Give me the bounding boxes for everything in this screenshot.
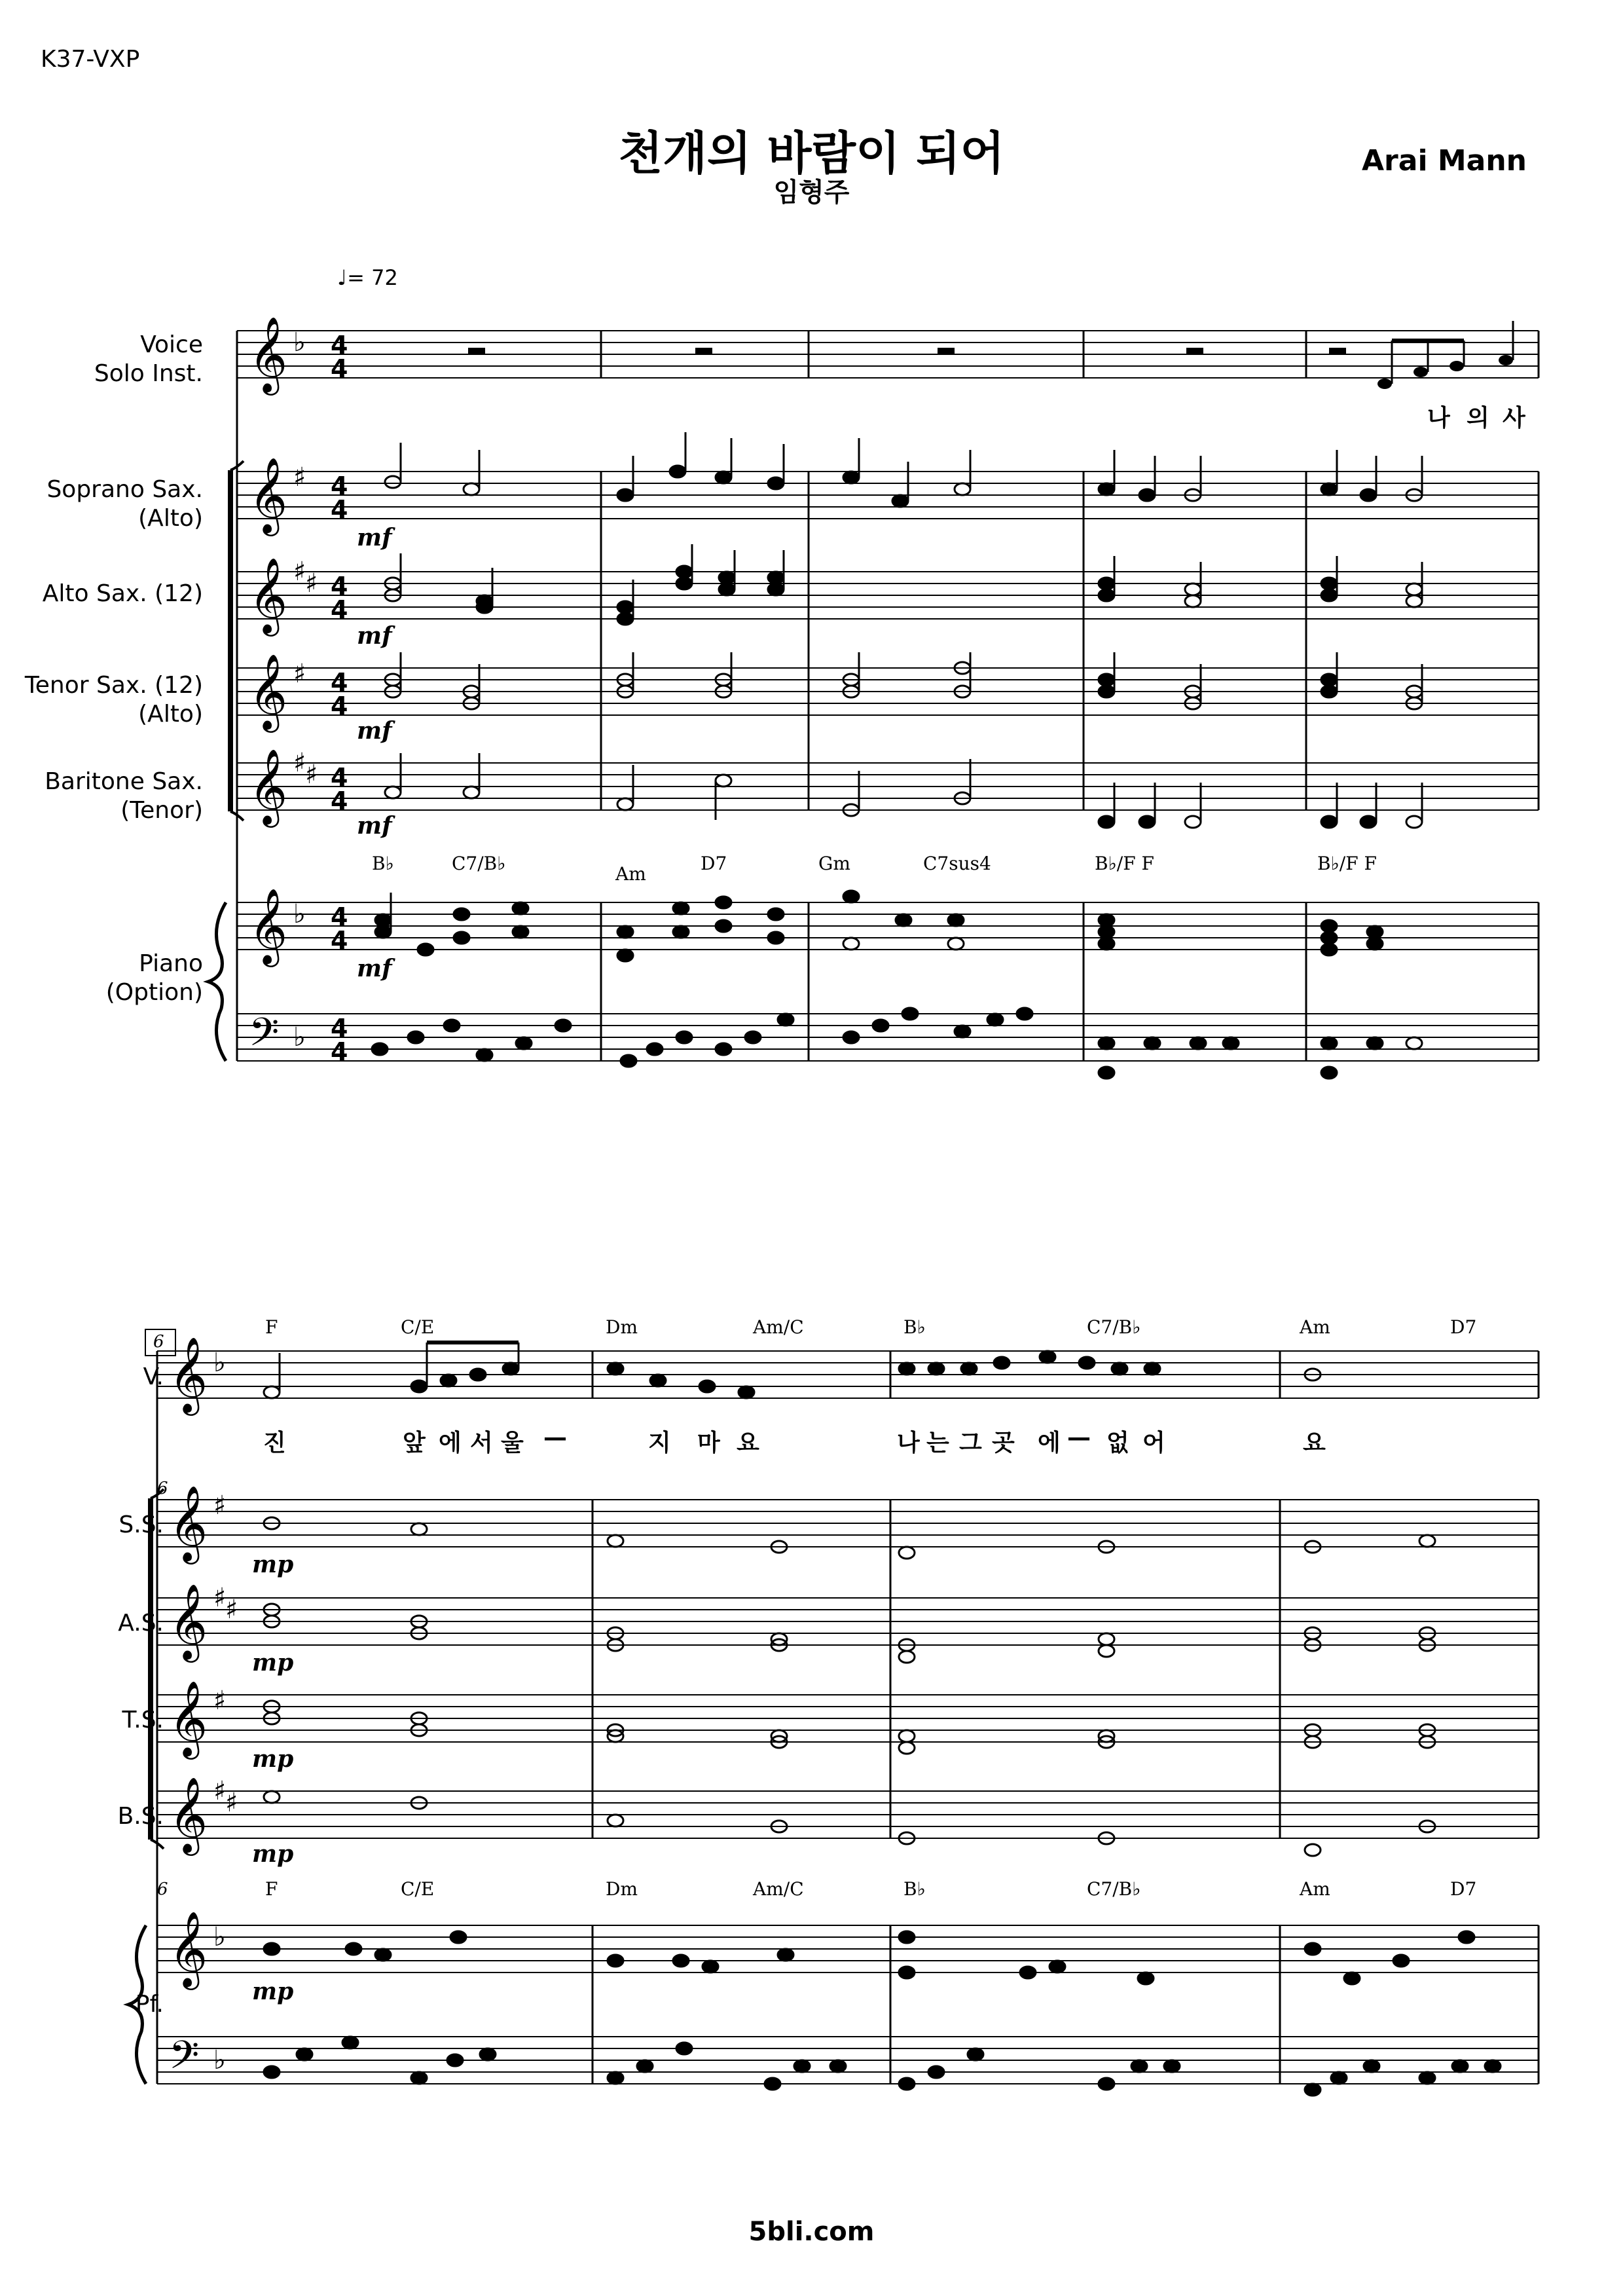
dynamic-marking: mf <box>357 955 392 982</box>
chord-symbol: C7/B♭ <box>1087 1316 1141 1338</box>
chord-symbol: Dm <box>606 1878 638 1900</box>
composer-name: Arai Mann <box>1362 144 1527 177</box>
chord-symbol: Am/C <box>753 1878 804 1900</box>
dynamic-marking: mf <box>357 717 392 745</box>
svg-text:♯: ♯ <box>305 568 318 599</box>
svg-text:♯: ♯ <box>293 748 306 778</box>
lyric-syllable: 지 <box>648 1430 671 1456</box>
chord-symbol: Gm <box>818 853 850 874</box>
svg-text:4: 4 <box>331 926 348 955</box>
dynamic-marking: mp <box>252 1649 294 1676</box>
instrument-baritone-sax: Baritone Sax. (Tenor) <box>45 768 203 824</box>
instrument-soprano-abbr: S.S. <box>119 1511 164 1538</box>
svg-text:♭: ♭ <box>293 1022 306 1052</box>
lyric-syllable: 마 <box>697 1430 720 1456</box>
lyric-syllable: 진 <box>263 1430 286 1456</box>
instrument-soprano-sax: Soprano Sax. (Alto) <box>46 476 203 532</box>
svg-text:♯: ♯ <box>225 1595 238 1625</box>
dynamic-marking: mf <box>357 622 392 650</box>
svg-text:♭: ♭ <box>213 1348 226 1378</box>
svg-text:4: 4 <box>331 1037 348 1066</box>
svg-text:♭: ♭ <box>293 327 306 358</box>
svg-text:𝄞: 𝄞 <box>169 1485 208 1561</box>
lyric-syllable: 없 <box>1106 1430 1129 1456</box>
song-subtitle: 임형주 <box>773 177 850 208</box>
instrument-piano: Piano (Option) <box>105 950 203 1006</box>
instrument-piano-abbr: Pf. <box>135 1991 164 2018</box>
chord-symbol: D7 <box>1450 1878 1477 1900</box>
lyric-syllable: 앞 <box>403 1430 426 1456</box>
chord-symbol: C7/B♭ <box>452 853 506 874</box>
svg-text:𝄞: 𝄞 <box>169 1336 208 1413</box>
svg-text:♯: ♯ <box>213 1583 227 1613</box>
svg-text:𝄞: 𝄞 <box>169 1583 208 1659</box>
instrument-tenor-abbr: T.S. <box>122 1707 164 1733</box>
instrument-voice-abbr: V. <box>143 1363 164 1390</box>
chord-symbol: Am <box>1300 1316 1330 1338</box>
svg-text:𝄢: 𝄢 <box>169 2032 200 2087</box>
chord-symbol: D7 <box>701 853 727 874</box>
instrument-alto-abbr: A.S. <box>118 1610 164 1637</box>
measure-number: 6 <box>157 1479 168 1498</box>
svg-text:𝄞: 𝄞 <box>249 456 288 533</box>
svg-text:4: 4 <box>331 572 348 601</box>
dynamic-marking: mp <box>252 1840 294 1868</box>
chord-symbol: C7/B♭ <box>1087 1878 1141 1900</box>
svg-text:4: 4 <box>331 354 348 383</box>
dynamic-marking: mf <box>357 524 392 551</box>
svg-text:4: 4 <box>331 495 348 524</box>
dynamic-marking: mp <box>252 1551 294 1578</box>
dynamic-marking: mf <box>357 812 392 840</box>
svg-text:♭: ♭ <box>213 2045 226 2075</box>
dynamic-marking: mp <box>252 1978 294 2005</box>
lyric-syllable: 울 <box>501 1430 524 1456</box>
svg-text:𝄞: 𝄞 <box>249 887 288 964</box>
svg-text:𝄞: 𝄞 <box>249 557 288 633</box>
lyric-syllable: 사 <box>1503 405 1525 432</box>
system2-barlines <box>157 1351 1539 2084</box>
svg-text:4: 4 <box>331 692 348 720</box>
footer-site[interactable]: 5bli.com <box>748 2217 875 2247</box>
svg-text:𝄞: 𝄞 <box>249 653 288 730</box>
svg-text:♯: ♯ <box>293 557 306 587</box>
chord-symbol: Am <box>615 863 646 885</box>
lyric-syllable: 나 <box>1427 405 1450 432</box>
lyric-syllable: 나 <box>897 1430 920 1456</box>
chord-symbol: F <box>265 1878 278 1900</box>
chord-symbol: B♭/F F <box>1317 853 1377 874</box>
lyric-syllable: 어 <box>1142 1430 1165 1456</box>
svg-text:♯: ♯ <box>305 760 318 790</box>
chord-symbol: Dm <box>606 1316 638 1338</box>
svg-text:𝄞: 𝄞 <box>249 316 288 392</box>
tempo-marking: ♩= 72 <box>337 265 398 290</box>
chord-symbol: B♭ <box>903 1878 926 1900</box>
svg-text:♯: ♯ <box>293 462 306 492</box>
svg-text:𝄞: 𝄞 <box>169 1776 208 1853</box>
measure-number: 6 <box>157 1879 168 1899</box>
svg-text:𝄢: 𝄢 <box>249 1009 280 1064</box>
chord-symbol: F <box>265 1316 278 1338</box>
lyric-syllable: 는 <box>926 1430 949 1456</box>
chord-symbol: B♭/F F <box>1095 853 1154 874</box>
svg-text:♯: ♯ <box>293 659 306 689</box>
instrument-alto-sax: Alto Sax. (12) <box>42 580 203 607</box>
chord-symbol: C/E <box>401 1316 435 1338</box>
svg-text:4: 4 <box>331 902 348 931</box>
lyric-syllable: 그 <box>959 1430 982 1456</box>
lyric-syllable: 요 <box>737 1430 759 1456</box>
chord-symbol: Am/C <box>753 1316 804 1338</box>
lyric-syllable: — <box>1067 1424 1091 1451</box>
svg-text:♯: ♯ <box>213 1491 227 1521</box>
svg-text:4: 4 <box>331 595 348 624</box>
svg-text:4: 4 <box>331 1014 348 1043</box>
chord-symbol: Am <box>1300 1878 1330 1900</box>
svg-text:4: 4 <box>331 668 348 697</box>
chord-symbol: B♭ <box>372 853 394 874</box>
svg-text:4: 4 <box>331 331 348 360</box>
instrument-tenor-sax: Tenor Sax. (12) (Alto) <box>24 672 203 728</box>
instrument-voice: Voice Solo Inst. <box>94 331 203 387</box>
sheet-code: K37-VXP <box>41 46 140 73</box>
system2-staves <box>157 1351 1539 2084</box>
svg-text:𝄞: 𝄞 <box>169 1680 208 1756</box>
lyric-syllable: 곳 <box>992 1430 1015 1456</box>
chord-symbol: C7sus4 <box>923 853 991 874</box>
svg-text:♯: ♯ <box>213 1776 227 1806</box>
measure-number: 6 <box>153 1332 164 1352</box>
svg-text:♭: ♭ <box>213 1922 226 1952</box>
instrument-baritone-abbr: B.S. <box>117 1803 164 1830</box>
svg-text:𝄞: 𝄞 <box>249 748 288 824</box>
lyric-syllable: 서 <box>470 1430 493 1456</box>
svg-text:♯: ♯ <box>225 1788 238 1818</box>
chord-symbol: B♭ <box>903 1316 926 1338</box>
svg-text:♯: ♯ <box>213 1686 227 1716</box>
svg-text:𝄞: 𝄞 <box>169 1910 208 1987</box>
dynamic-marking: mp <box>252 1745 294 1773</box>
svg-text:♭: ♭ <box>293 899 306 929</box>
svg-text:4: 4 <box>331 787 348 815</box>
lyric-syllable: 에 <box>439 1430 462 1456</box>
lyric-syllable: 요 <box>1303 1430 1326 1456</box>
svg-text:4: 4 <box>331 763 348 792</box>
lyric-syllable: 의 <box>1467 405 1489 432</box>
chord-symbol: D7 <box>1450 1316 1477 1338</box>
song-title: 천개의 바람이 되어 <box>618 126 1005 180</box>
chord-symbol: C/E <box>401 1878 435 1900</box>
lyric-syllable: — <box>543 1424 567 1451</box>
lyric-syllable: 에 <box>1038 1430 1061 1456</box>
svg-text:4: 4 <box>331 472 348 500</box>
